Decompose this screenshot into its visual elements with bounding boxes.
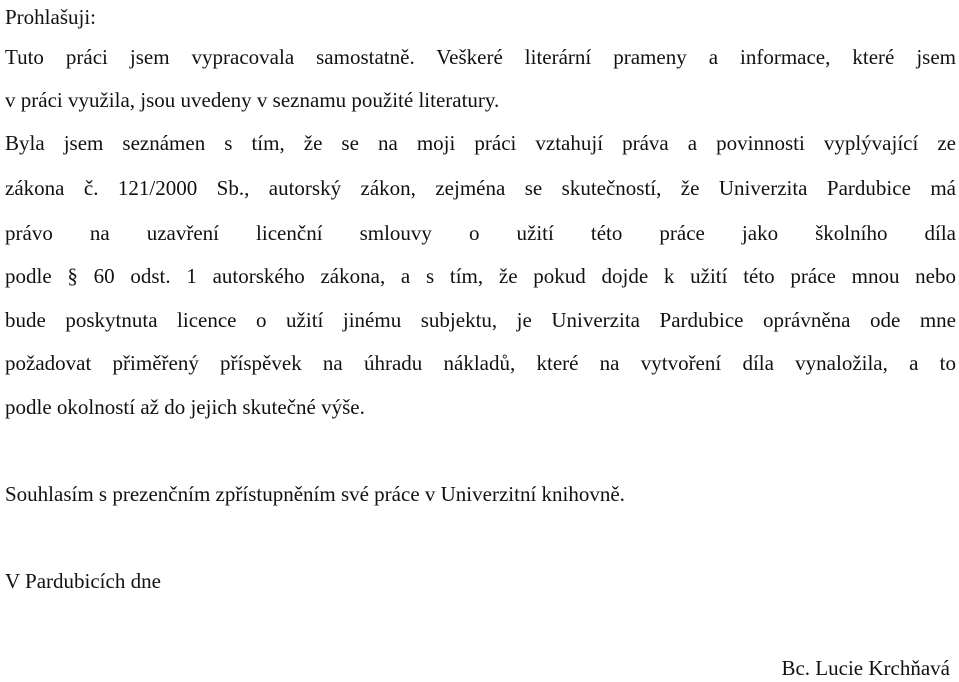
paragraph2-line-4: podle § 60 odst. 1 autorského zákona, a s tím, že pokud dojde k užití této práce mnou nebo	[5, 264, 956, 288]
paragraph1-line-2: v práci využila, jsou uvedeny v seznamu použité literatury.	[5, 88, 500, 112]
paragraph2-line-7: podle okolností až do jejich skutečné výše.	[5, 395, 365, 419]
paragraph2-line-2: zákona č. 121/2000 Sb., autorský zákon, zejména se skutečností, že Univerzita Pardubice má	[5, 176, 956, 200]
paragraph2-line-6: požadovat přiměřený příspěvek na úhradu nákladů, které na vytvoření díla vynaložila, a to	[5, 351, 956, 375]
paragraph2-line-5: bude poskytnuta licence o užití jinému subjektu, je Univerzita Pardubice oprávněna ode mne	[5, 308, 956, 332]
paragraph2-line-1: Byla jsem seznámen s tím, že se na moji práci vztahují práva a povinnosti vyplývající ze	[5, 131, 956, 155]
paragraph2-line-3: právo na uzavření licenční smlouvy o užití této práce jako školního díla	[5, 221, 956, 245]
consent-statement: Souhlasím s prezenčním zpřístupněním své práce v Univerzitní knihovně.	[5, 482, 625, 506]
place-and-date: V Pardubicích dne	[5, 569, 161, 593]
declaration-heading: Prohlašuji:	[5, 5, 97, 29]
author-signature-name: Bc. Lucie Krchňavá	[781, 656, 950, 680]
paragraph1-line-1: Tuto práci jsem vypracovala samostatně. Veškeré literární prameny a informace, které jsem	[5, 45, 956, 69]
